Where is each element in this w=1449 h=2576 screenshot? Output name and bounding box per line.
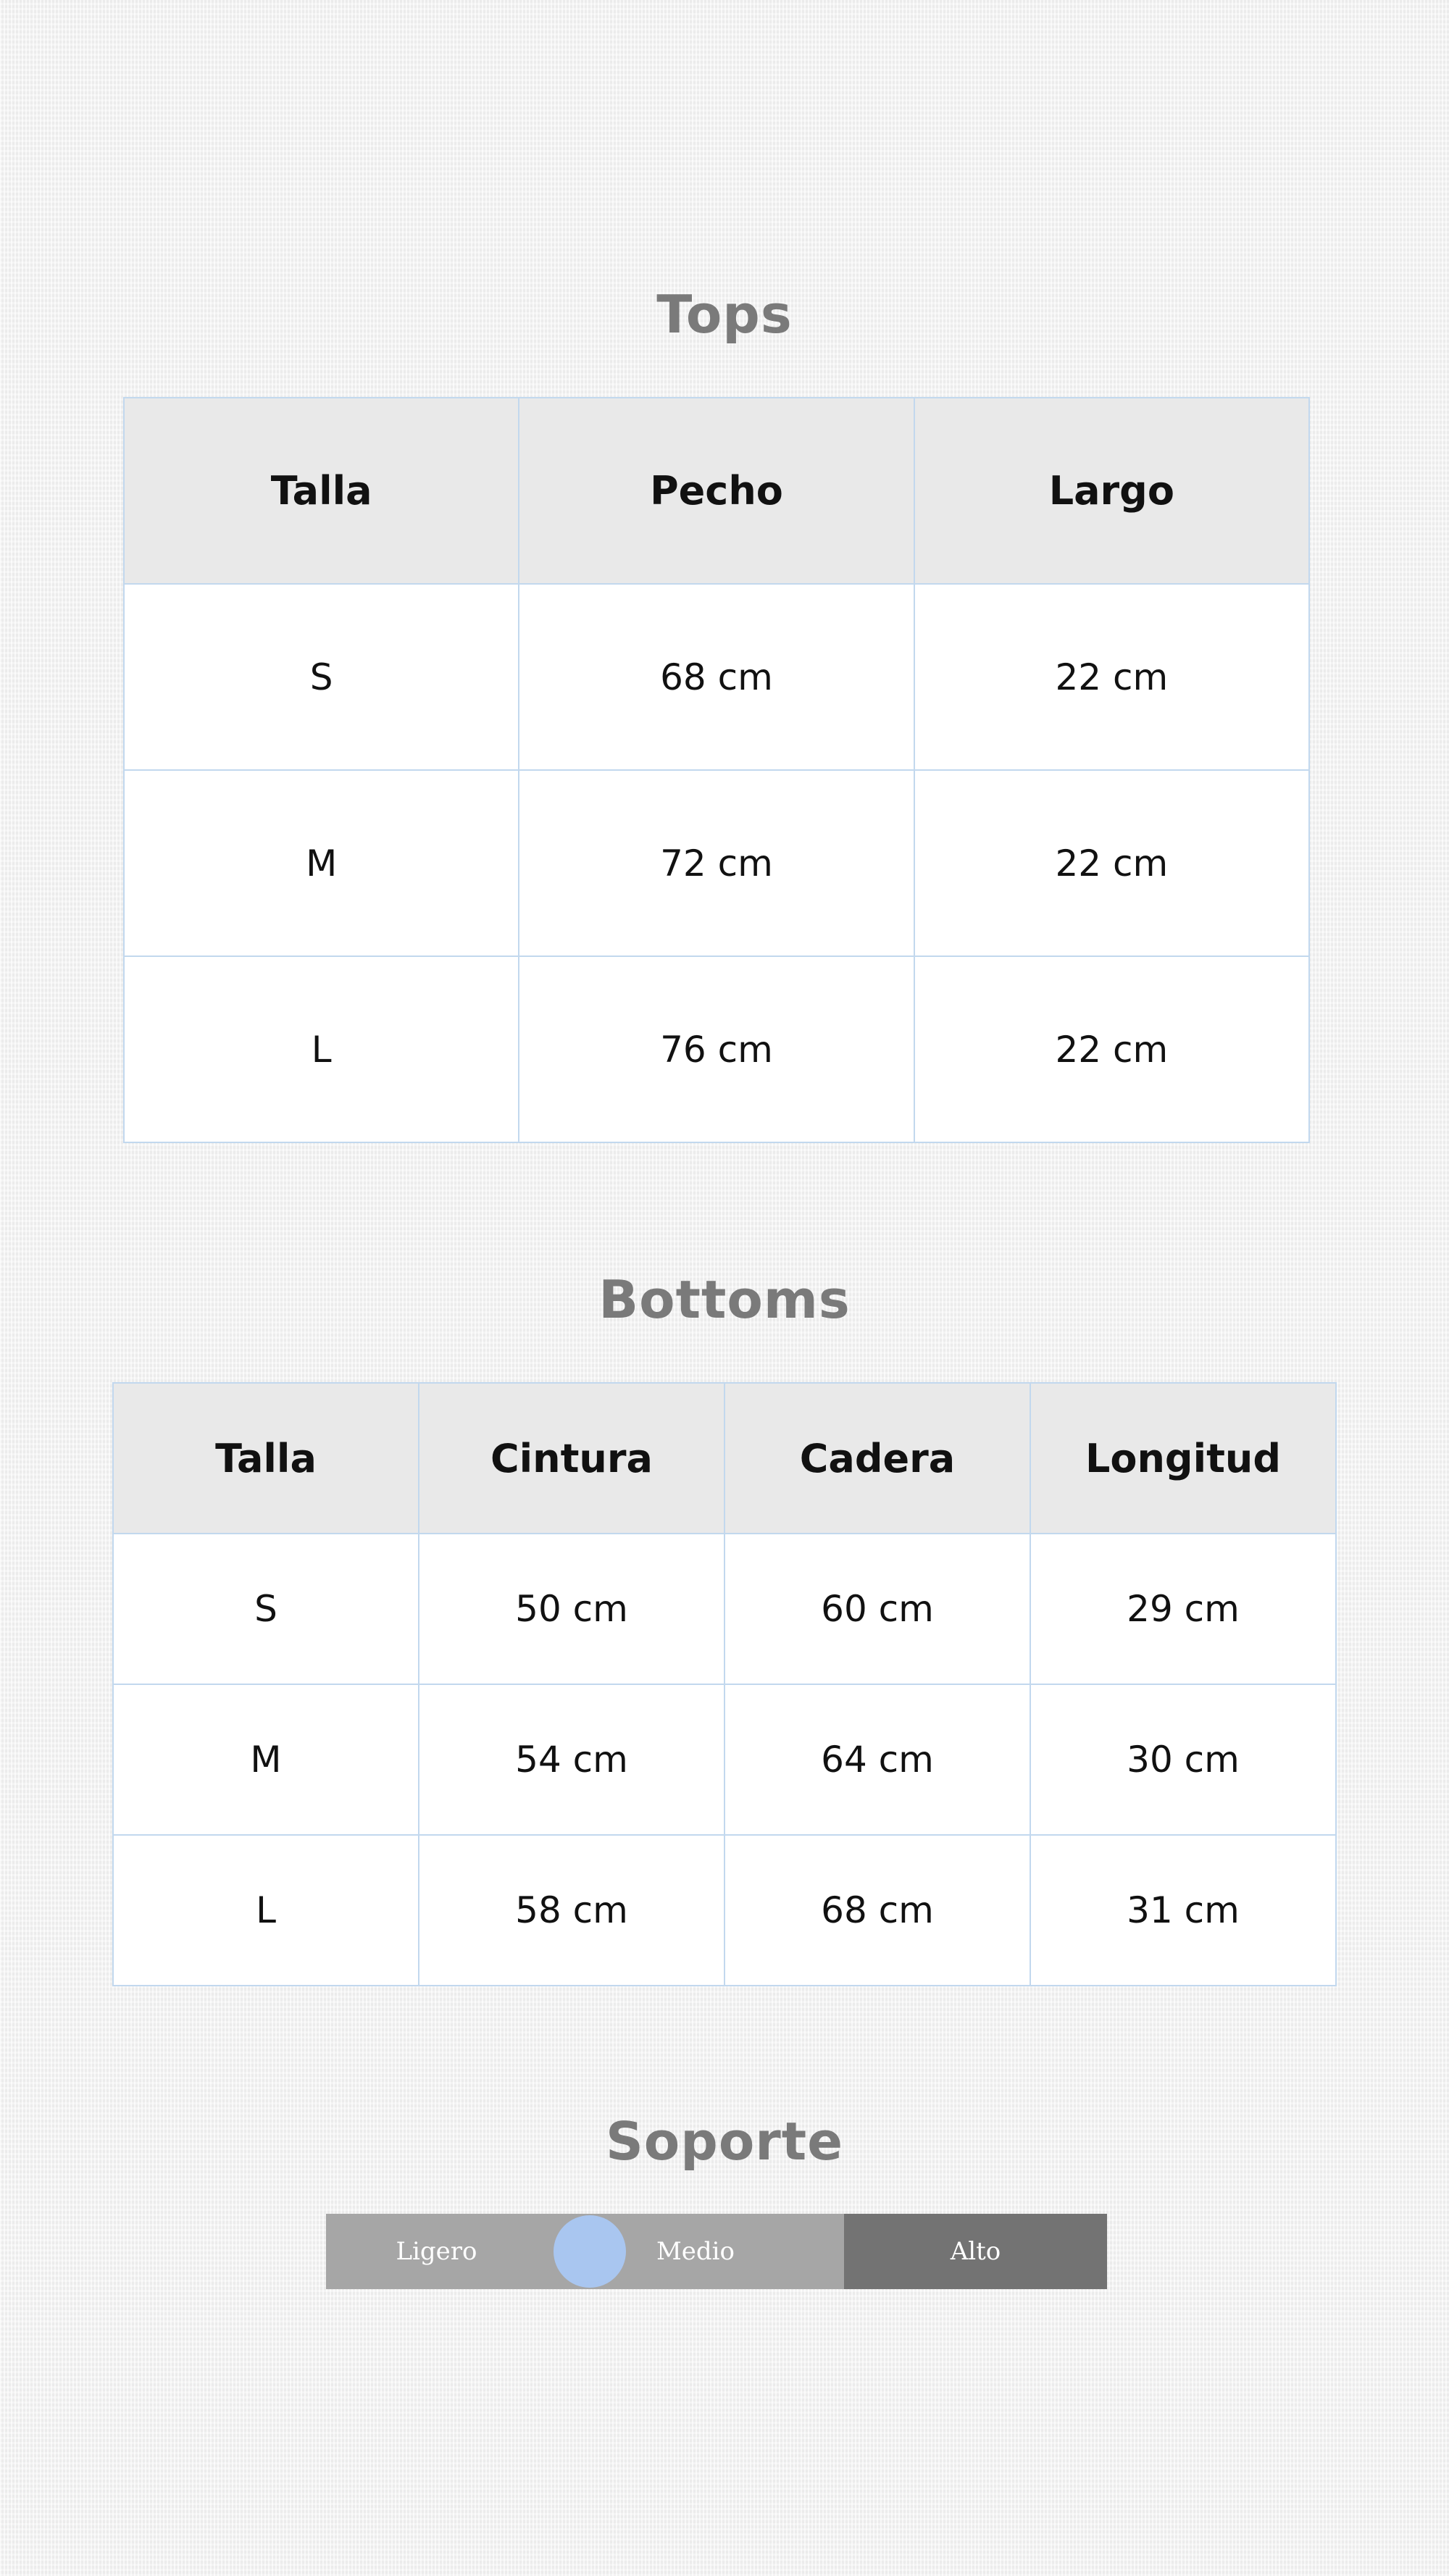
table-row: [113, 1534, 1336, 1684]
tops-section-title: Tops: [656, 284, 793, 345]
table-cell: S: [113, 1534, 419, 1684]
table-cell: 22 cm: [914, 584, 1309, 770]
table-cell: 72 cm: [519, 770, 914, 956]
table-cell: M: [113, 1684, 419, 1835]
support-level-marker: [554, 2215, 626, 2288]
table-header-row: [113, 1383, 1336, 1534]
column-header: Cintura: [419, 1383, 724, 1534]
table-cell: M: [124, 770, 519, 956]
table-cell: 30 cm: [1030, 1684, 1336, 1835]
column-header: Longitud: [1030, 1383, 1336, 1534]
support-level-high: Alto: [844, 2214, 1107, 2289]
table-cell: 68 cm: [724, 1835, 1030, 1986]
support-section-title: Soporte: [605, 2111, 844, 2172]
column-header: Pecho: [519, 398, 914, 584]
tops-size-table: [123, 397, 1310, 1143]
table-cell: 76 cm: [519, 956, 914, 1142]
support-level-scale: [326, 2214, 1107, 2289]
support-level-medium: Medio: [656, 2237, 735, 2266]
table-cell: 58 cm: [419, 1835, 724, 1986]
column-header: Talla: [113, 1383, 419, 1534]
table-cell: 68 cm: [519, 584, 914, 770]
table-row: [113, 1684, 1336, 1835]
bottoms-size-table: [112, 1382, 1337, 1986]
table-cell: 22 cm: [914, 956, 1309, 1142]
table-cell: S: [124, 584, 519, 770]
table-cell: 54 cm: [419, 1684, 724, 1835]
table-row: [124, 956, 1309, 1142]
table-cell: L: [113, 1835, 419, 1986]
table-cell: L: [124, 956, 519, 1142]
table-cell: 50 cm: [419, 1534, 724, 1684]
table-cell: 60 cm: [724, 1534, 1030, 1684]
table-header-row: [124, 398, 1309, 584]
column-header: Cadera: [724, 1383, 1030, 1534]
bottoms-section-title: Bottoms: [598, 1269, 851, 1330]
column-header: Talla: [124, 398, 519, 584]
table-cell: 22 cm: [914, 770, 1309, 956]
support-level-light: Ligero: [396, 2237, 477, 2266]
table-cell: 29 cm: [1030, 1534, 1336, 1684]
table-cell: 31 cm: [1030, 1835, 1336, 1986]
table-row: [124, 584, 1309, 770]
table-row: [113, 1835, 1336, 1986]
table-cell: 64 cm: [724, 1684, 1030, 1835]
column-header: Largo: [914, 398, 1309, 584]
table-row: [124, 770, 1309, 956]
